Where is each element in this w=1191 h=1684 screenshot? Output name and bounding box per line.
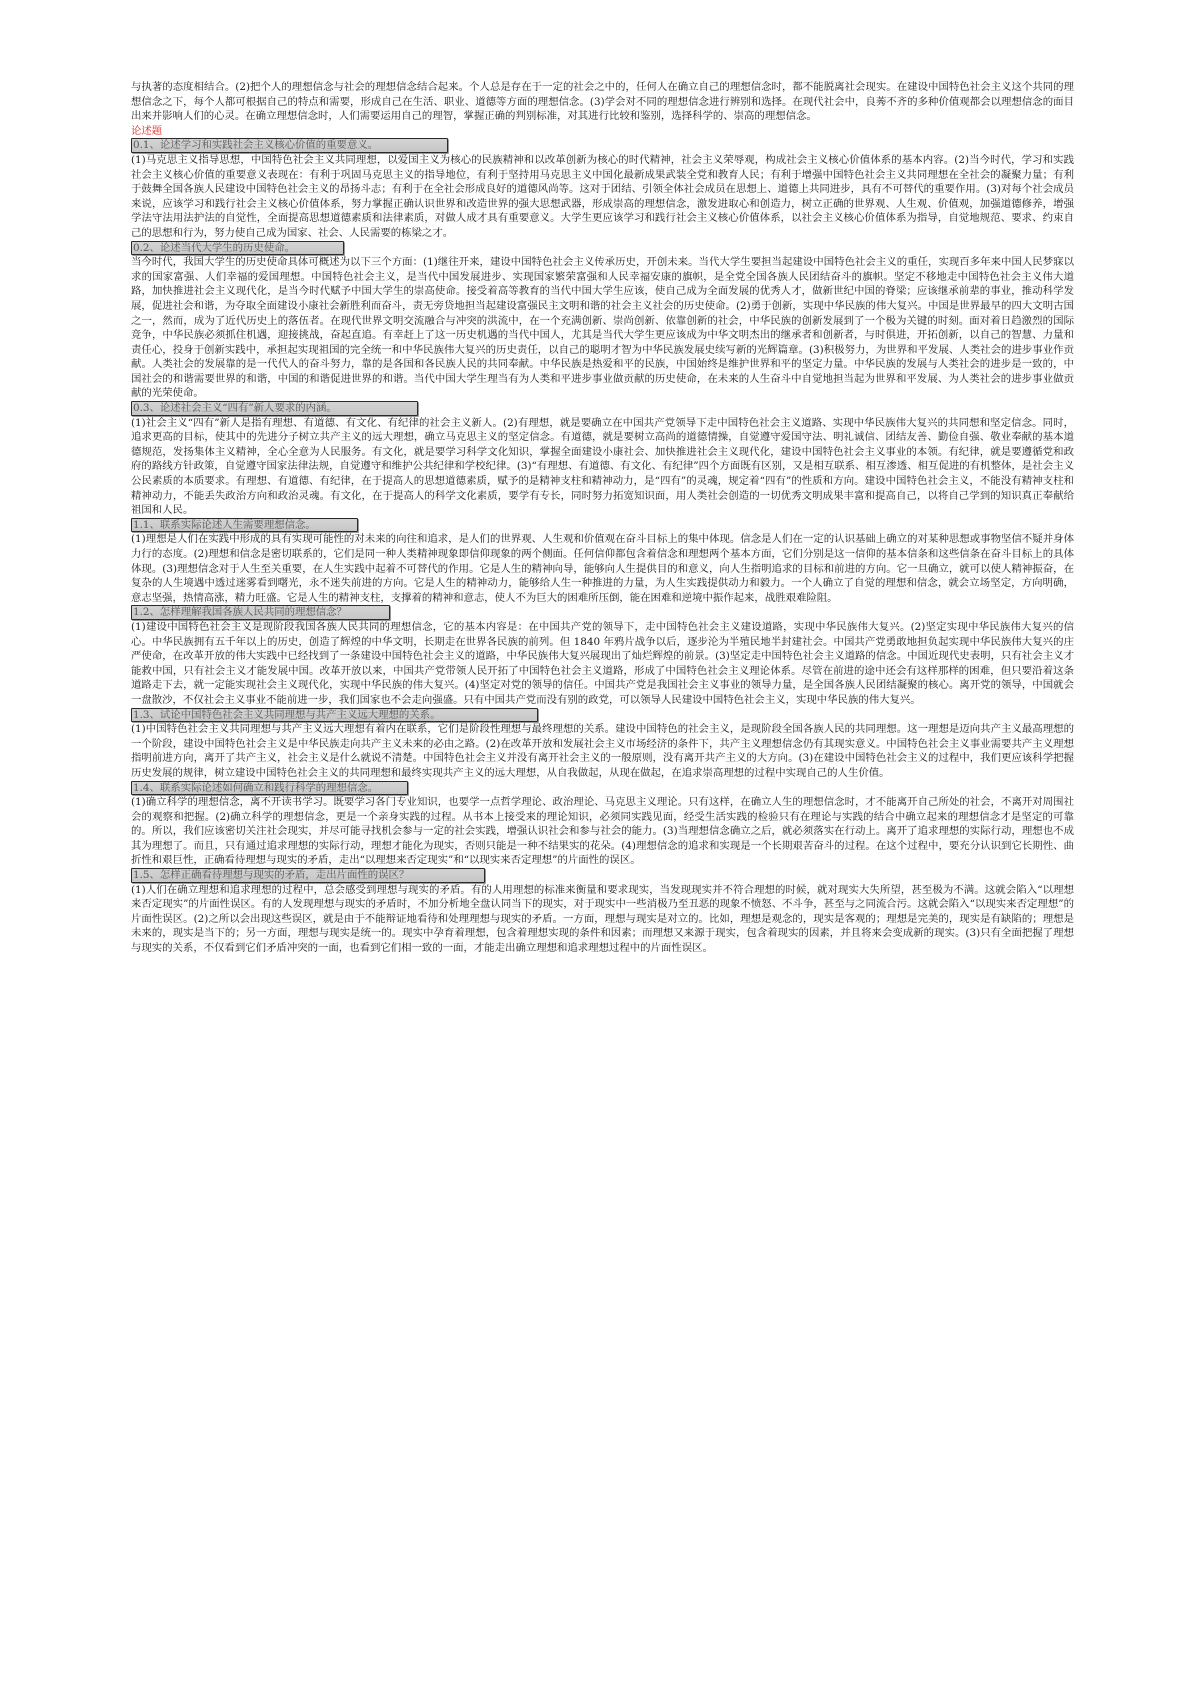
question-heading-0-3: 0.3、论述社会主义“四有”新人要求的内涵。 bbox=[131, 401, 418, 416]
answer-paragraph-0-2: 当今时代，我国大学生的历史使命具体可概述为以下三个方面：(1)继往开来，建设中国特色社会主义传承历史，开创未来。当代大学生要担当起建设中国特色社会主义的重任，实现百多年来中国人民梦寐以求的国家富强、人们幸福的爱国理想。中国特色社会主义，是当代中国发展进步、实现国家繁荣富强和人民幸福安康的旗帜，是全党全国各族人民团结奋斗的旗帜。坚定不移地走中国特色社会主义伟大道路，加快推进社会主义现代化，是当今时代赋予中国大学生的崇高使命。接受着高等教育的当代中国大学生应该，使自己成为全面发展的优秀人才，做新世纪中国的脊梁；应该继承前辈的事业，推动科学发展，促进社会和谐，为夺取全面建设小康社会新胜利而奋斗，责无旁贷地担当起建设富强民主文明和谐的社会主义社会的历史使命。(2)勇于创新，实现中华民族的伟大复兴。中国是世界最早的四大文明古国之一，然而，成为了近代历史上的落伍者。在现代世界文明交流融合与冲突的洪流中，在一个充满创新、崇尚创新、依靠创新的社会，中华民族的创新发展到了一个极为关键的时刻。面对着日趋激烈的国际竞争，中华民族必须抓住机遇，迎接挑战，奋起直追。有幸赶上了这一历史机遇的当代中国人，尤其是当代大学生更应该成为中华文明杰出的继承者和创新者，与时俱进，开拓创新，以自己的智慧、力量和责任心，投身于创新实践中，承担起实现祖国的完全统一和中华民族伟大复兴的历史责任，以自己的聪明才智为中华民族发展史续写新的光辉篇章。(3)积极努力，为世界和平发展、人类社会的进步事业作贡献。人类社会的发展靠的是一代代人的奋斗努力，靠的是各国和各民族人民的共同奉献。中华民族是热爱和平的民族，中国始终是维护世界和平的坚定力量。中华民族的发展与人类社会的进步是一致的，中国社会的和谐需要世界的和谐，中国的和谐促进世界的和谐。当代中国大学生理当有为人类和平进步事业做贡献的历史使命，在未来的人生奋斗中自觉地担当起为世界和平发展、为人类社会的进步事业做贡献的光荣使命。 bbox=[131, 256, 1074, 400]
question-heading-1-1: 1.1、联系实际论述人生需要理想信念。 bbox=[131, 518, 358, 533]
question-heading-1-4: 1.4、联系实际论述如何确立和践行科学的理想信念。 bbox=[131, 781, 408, 796]
document-body bbox=[131, 80, 1074, 956]
answer-paragraph-1-2: (1)建设中国特色社会主义是现阶段我国各族人民共同的理想信念，它的基本内容是：在中国共产党的领导下，走中国特色社会主义建设道路，实现中华民族伟大复兴。(2)坚定实现中华民族伟大复兴的信心。中华民族拥有五千年以上的历史，创造了辉煌的中华文明，长期走在世界各民族的前列。但 1840 年鸦片战争以后，逐步沦为半殖民地半封建社会。中国共产党勇敢地担负起实现中华民族伟大复兴的庄严使命，在改革开放的伟大实践中已经找到了一条建设中国特色社会主义的道路，中华民族伟大复兴展现出了灿烂辉煌的前景。(3)坚定走中国特色社会主义道路的信念。中国近现代史表明，只有社会主义才能救中国，只有社会主义才能发展中国。改革开放以来，中国共产党带领人民开拓了中国特色社会主义道路，形成了中国特色社会主义理论体系。尽管在前进的途中还会有这样那样的困难，但只要沿着这条道路走下去，就一定能实现社会主义现代化，实现中华民族的伟大复兴。(4)坚定对党的领导的信任。中国共产党是我国社会主义事业的领导力量，是全国各族人民团结凝聚的核心。离开党的领导，中国就会一盘散沙，不仅社会主义事业不能前进一步，我们国家也不会走向强盛。只有中国共产党而没有别的政党，可以领导人民建设中国特色社会主义，实现中华民族的伟大复兴。 bbox=[131, 620, 1074, 706]
answer-paragraph-1-3: (1)中国特色社会主义共同理想与共产主义远大理想有着内在联系，它们是阶段性理想与最终理想的关系。建设中国特色的社会主义，是现阶段全国各族人民的共同理想。这一理想是迈向共产主义最高理想的一个阶段，建设中国特色社会主义是中华民族走向共产主义未来的必由之路。(2)在改革开放和发展社会主义市场经济的条件下，共产主义理想信念仍有其现实意义。中国特色社会主义事业需要共产主义理想指明前进方向，离开了共产主义，社会主义是什么就说不清楚。中国特色社会主义并没有离开社会主义的一般原则，没有离开共产主义的大方向。(3)在建设中国特色社会主义的过程中，我们更应该科学把握历史发展的规律，树立建设中国特色社会主义的共同理想和最终实现共产主义的远大理想，从自我做起，从现在做起，在追求崇高理想的过程中实现自己的人生价值。 bbox=[131, 723, 1074, 779]
question-heading-1-3: 1.3、试论中国特色社会主义共同理想与共产主义远大理想的关系。 bbox=[131, 708, 538, 723]
question-heading-0-1: 0.1、论述学习和实践社会主义核心价值的重要意义。 bbox=[131, 138, 448, 153]
question-heading-0-2: 0.2、论述当代大学生的历史使命。 bbox=[131, 241, 344, 256]
question-heading-1-2: 1.2、怎样理解我国各族人民共同的理想信念？ bbox=[131, 605, 390, 620]
answer-paragraph-1-4: (1)确立科学的理想信念，离不开读书学习。既要学习各门专业知识，也要学一点哲学理论、政治理论、马克思主义理论。只有这样，在确立人生的理想信念时，才不能离开自己所处的社会，不离开对周围社会的观察和把握。(2)确立科学的理想信念，更是一个亲身实践的过程。从书本上接受来的理论知识，必须同实践见面，经受生活实践的检验只有在理论与实践的结合中确立起来的理想信念才是坚定的可靠的。所以，我们应该密切关注社会现实，并尽可能寻找机会参与一定的社会实践，增强认识社会和参与社会的能力。(3)当理想信念确立之后，就必须落实在行动上。离开了追求理想的实际行动，理想也不成其为理想了。而且，只有通过追求理想的实际行动，理想才能化为现实，否则只能是一种不结果实的花朵。(4)理想信念的追求和实现是一个长期艰苦奋斗的过程。在这个过程中，要充分认识到它长期性、曲折性和艰巨性，正确看待理想与现实的矛盾，走出“以理想来否定现实”和“以现实来否定理想”的片面性的误区。 bbox=[131, 796, 1074, 867]
answer-paragraph-1-5: (1)人们在确立理想和追求理想的过程中，总会感受到理想与现实的矛盾。有的人用理想的标准来衡量和要求现实，当发现现实并不符合理想的时候，就对现实大失所望，甚至极为不满。这就会陷入“以理想来否定现实”的片面性误区。有的人发现理想与现实的矛盾时，不加分析地全盘认同当下的现实，对于现实中一些消极乃至丑恶的现象不愤怒、不斗争，甚至与之同流合污。这就会陷入“以现实来否定理想”的片面性误区。(2)之所以会出现这些误区，就是由于不能辩证地看待和处理理想与现实的矛盾。一方面，理想与现实是对立的。比如，理想是观念的，现实是客观的；理想是完美的，现实是有缺陷的；理想是未来的，现实是当下的；另一方面，理想与现实是统一的。现实中孕育着理想，包含着理想实现的条件和因素；而理想又来源于现实，包含着现实的因素，并且将来会变成新的现实。(3)只有全面把握了理想与现实的关系，不仅看到它们矛盾冲突的一面，也看到它们相一致的一面，才能走出确立理想和追求理想过程中的片面性误区。 bbox=[131, 883, 1074, 955]
answer-paragraph-0-1: (1)马克思主义指导思想，中国特色社会主义共同理想，以爱国主义为核心的民族精神和以改革创新为核心的时代精神，社会主义荣辱观，构成社会主义核心价值体系的基本内容。(2)当今时代，学习和实践社会主义核心价值的重要意义表现在：有利于巩固马克思主义的指导地位，有利于坚持用马克思主义中国化最新成果武装全党和教育人民；有利于增强中国特色社会主义共同理想在全社会的凝聚力量；有利于鼓舞全国各族人民建设中国特色社会主义的昂扬斗志；有利于在全社会形成良好的道德风尚等。这对于团结、引领全体社会成员在思想上、道德上共同进步，具有不可替代的重要作用。(3)对每个社会成员来说，应该学习和践行社会主义核心价值体系，努力掌握正确认识世界和改造世界的强大思想武器，形成崇高的理想信念，激发进取心和创造力，树立正确的世界观、人生观、价值观，加强道德修养，增强学法守法用法护法的自觉性，全面提高思想道德素质和法律素质，对做人成才具有重要意义。大学生更应该学习和践行社会主义核心价值体系，以社会主义核心价值体系为指导，自觉地规范、要求、约束自己的思想和行为，努力使自己成为国家、社会、人民需要的栋梁之才。 bbox=[131, 153, 1074, 239]
question-heading-1-5: 1.5、怎样正确看待理想与现实的矛盾，走出片面性的误区？ bbox=[131, 868, 485, 883]
intro-paragraph: 与执著的态度相结合。(2)把个人的理想信念与社会的理想信念结合起来。个人总是存在于一定的社会之中的，任何人在确立自己的理想信念时，都不能脱离社会现实。在建设中国特色社会主义这个共同的理想信念之下，每个人都可根据自己的特点和需要，形成自己在生活、职业、道德等方面的理想信念。(3)学会对不同的理想信念进行辨别和选择。在现代社会中，良莠不齐的多种价值观都会以理想信念的面目出来并影响人们的心灵。在确立理想信念时，人们需要运用自己的理智，掌握正确的判别标准，对其进行比较和鉴别，选择科学的、崇高的理想信念。 bbox=[131, 81, 1074, 123]
section-label-essay: 论述题 bbox=[131, 124, 163, 137]
answer-paragraph-1-1: (1)理想是人们在实践中形成的具有实现可能性的对未来的向往和追求，是人们的世界观、人生观和价值观在奋斗目标上的集中体现。信念是人们在一定的认识基础上确立的对某种思想或事物坚信不疑并身体力行的态度。(2)理想和信念是密切联系的，它们是同一种人类精神现象即信仰现象的两个侧面。任何信仰都包含着信念和理想两个基本方面，它们分别是这一信仰的基本信条和这些信条在奋斗目标上的具体体现。(3)理想信念对于人生至关重要，在人生实践中起着不可替代的作用。它是人生的精神向导，能够向人生提供目的和意义，向人生指明追求的目标和前进的方向。它一旦确立，就可以使人精神振奋，在复杂的人生境遇中透过迷雾看到曙光，永不迷失前进的方向。它是人生的精神动力，能够给人生一种推进的力量，为人生实践提供动力和毅力。一个人确立了自觉的理想和信念，就会立场坚定，方向明确，意志坚强，热情高涨，精力旺盛。它是人生的精神支柱，支撑着的精神和意志，使人不为巨大的困难所压倒，能在困难和逆境中振作起来，战胜艰难险阻。 bbox=[131, 533, 1074, 604]
answer-paragraph-0-3: (1)社会主义“四有”新人是指有理想、有道德、有文化、有纪律的社会主义新人。(2)有理想，就是要确立在中国共产党领导下走中国特色社会主义道路、实现中华民族伟大复兴的共同想和坚定信念。同时，追求更高的目标，使其中的先进分子树立共产主义的远大理想，确立马克思主义的坚定信念。有道德，就是要树立高尚的道德情操，自觉遵守爱国守法、明礼诚信、团结友善、勤俭自强、敬业奉献的基本道德规范，发扬集体主义精神，全心全意为人民服务。有文化，就是要学习科学文化知识，掌握全面建设小康社会、加快推进社会主义现代化，建设中国特色社会主义事业的本领。有纪律，就是要遵循党和政府的路线方针政策，自觉遵守国家法律法规，自觉遵守和维护公共纪律和学校纪律。(3)“有理想、有道德、有文化、有纪律”四个方面既有区别，又是相互联系、相互渗透、相互促进的有机整体，是社会主义公民素质的本质要求。有理想、有道德、有纪律，在于提高人的思想道德素质，赋予的是精神支柱和精神动力，是“四有”的灵魂，规定着“四有”的性质和方向。建设中国特色社会主义，不能没有精神支柱和精神动力，不能丢失政治方向和政治灵魂。有文化，在于提高人的科学文化素质，要学有专长，同时努力拓宽知识面，用人类社会创造的一切优秀文明成果丰富和提高自己，以将自己学到的知识真正奉献给祖国和人民。 bbox=[131, 416, 1074, 517]
